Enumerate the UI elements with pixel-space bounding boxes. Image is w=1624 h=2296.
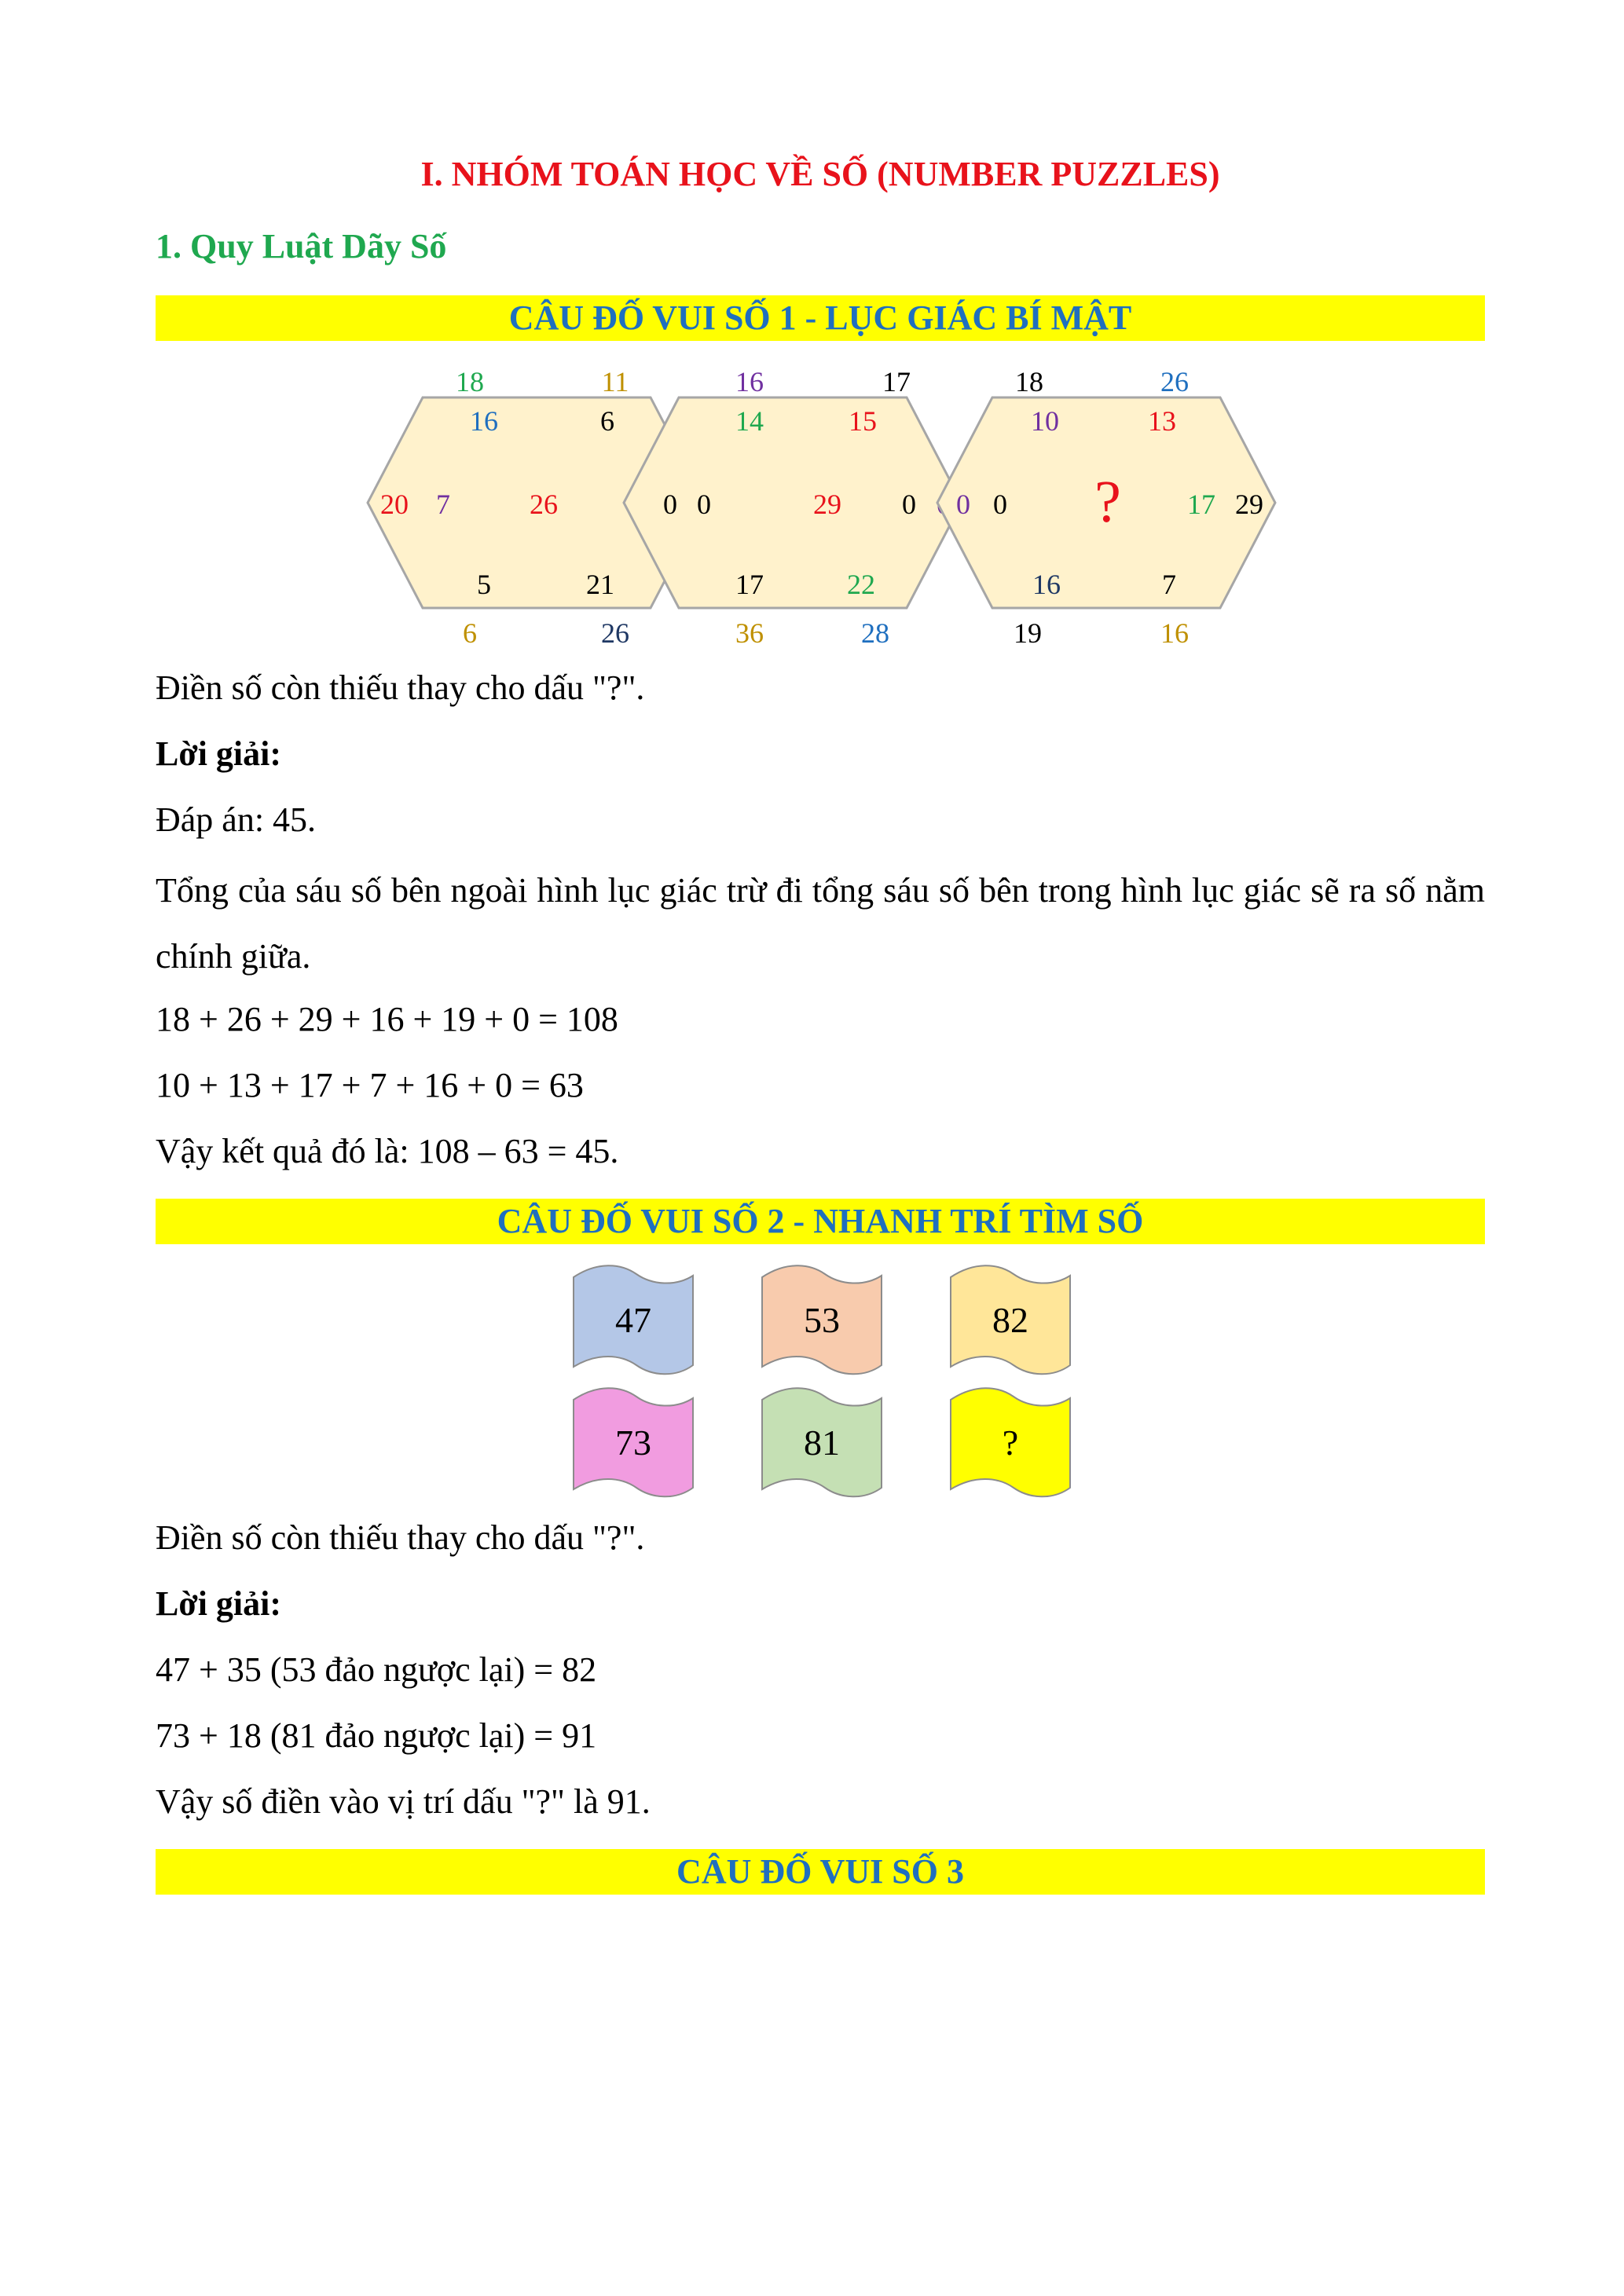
hex2-inner-bottom-left: 17: [735, 569, 764, 600]
puzzle2-solution-label: Lời giải:: [156, 1584, 282, 1623]
hex2-outer-bottom-left: 36: [735, 617, 764, 649]
hex3-outer-right: 29: [1235, 489, 1263, 520]
puzzle2-conclusion: Vậy số điền vào vị trí dấu "?" là 91.: [156, 1782, 651, 1821]
flag-3: [951, 1265, 1070, 1374]
hex1-outer-left: 20: [380, 489, 409, 520]
hex1-center: 26: [530, 489, 558, 520]
puzzle2-line1: 47 + 35 (53 đảo ngược lại) = 82: [156, 1650, 597, 1689]
hex2-inner-bottom-right: 22: [847, 569, 875, 600]
puzzle1-solution-label: Lời giải:: [156, 734, 282, 773]
hex2-outer-top-left: 16: [735, 366, 764, 397]
flag-1: [574, 1265, 693, 1374]
hex1-outer-top-right: 11: [601, 366, 629, 397]
puzzle1-conclusion: Vậy kết quả đó là: 108 – 63 = 45.: [156, 1132, 619, 1170]
puzzle2-banner: CÂU ĐỐ VUI SỐ 2 - NHANH TRÍ TÌM SỐ: [156, 1199, 1485, 1244]
hex3-inner-top-left: 10: [1031, 405, 1059, 437]
flag-1-value: 47: [615, 1300, 651, 1340]
hex2-outer-bottom-right: 28: [861, 617, 889, 649]
hex3-inner-bottom-left: 16: [1032, 569, 1061, 600]
flag-6: [951, 1388, 1070, 1496]
hex2-inner-top-left: 14: [735, 405, 764, 437]
flag-6-value: ?: [1002, 1423, 1019, 1463]
hex1-outer-bottom-right: 26: [601, 617, 629, 649]
hex1-outer-bottom-left: 6: [463, 617, 477, 649]
hex2-inner-top-right: 15: [849, 405, 877, 437]
hex1-inner-bottom-right: 21: [586, 569, 614, 600]
hex3-outer-top-right: 26: [1160, 366, 1189, 397]
hex3-outer-bottom-left: 19: [1014, 617, 1042, 649]
puzzle1-question: Điền số còn thiếu thay cho dấu "?".: [156, 668, 645, 707]
hexagon-3: [937, 366, 1275, 649]
hex1-inner-bottom-left: 5: [477, 569, 491, 600]
flag-5: [762, 1388, 882, 1496]
hex1-inner-top-right: 6: [600, 405, 614, 437]
sub-title: 1. Quy Luật Dãy Số: [156, 227, 447, 265]
puzzle1-explanation: Tổng của sáu số bên ngoài hình lục giác trừ đi tổng sáu số bên trong hình lục giác sẽ ra số nằm chính giữa.: [156, 871, 1485, 976]
hex3-outer-left: 0: [956, 489, 970, 520]
hex3-inner-left: 0: [993, 489, 1007, 520]
section-title: I. NHÓM TOÁN HỌC VỀ SỐ (NUMBER PUZZLES): [420, 155, 1220, 193]
flag-3-value: 82: [992, 1300, 1028, 1340]
puzzle2-question: Điền số còn thiếu thay cho dấu "?".: [156, 1518, 645, 1557]
hex3-outer-bottom-right: 16: [1160, 617, 1189, 649]
hex1-inner-left: 7: [436, 489, 450, 520]
hex2-outer-top-right: 17: [882, 366, 911, 397]
puzzle1-answer: Đáp án: 45.: [156, 800, 317, 839]
puzzle1-eq1: 18 + 26 + 29 + 16 + 19 + 0 = 108: [156, 1000, 618, 1038]
puzzle1-eq2: 10 + 13 + 17 + 7 + 16 + 0 = 63: [156, 1066, 584, 1104]
hex2-inner-left: 0: [697, 489, 711, 520]
flag-2: [762, 1265, 882, 1374]
hex2-outer-left: 0: [663, 489, 677, 520]
hex3-center: ?: [1094, 469, 1121, 535]
flag-5-value: 81: [804, 1423, 840, 1463]
hex3-outer-top-left: 18: [1015, 366, 1043, 397]
hex3-inner-right: 17: [1187, 489, 1215, 520]
hex2-inner-right: 0: [902, 489, 916, 520]
flag-4-value: 73: [615, 1423, 651, 1463]
hex1-outer-top-left: 18: [456, 366, 484, 397]
puzzle3-banner: CÂU ĐỐ VUI SỐ 3: [156, 1849, 1485, 1895]
hex1-inner-top-left: 16: [470, 405, 498, 437]
hexagon-2: [624, 366, 962, 649]
hexagon-puzzle-figure: [156, 353, 1485, 660]
flags-puzzle-figure: [156, 1257, 1485, 1508]
hex3-inner-top-right: 13: [1148, 405, 1176, 437]
hex2-center: 29: [813, 489, 841, 520]
hex3-inner-bottom-right: 7: [1162, 569, 1176, 600]
puzzle1-banner: CÂU ĐỐ VUI SỐ 1 - LỤC GIÁC BÍ MẬT: [156, 295, 1485, 341]
flag-4: [574, 1388, 693, 1496]
puzzle2-line2: 73 + 18 (81 đảo ngược lại) = 91: [156, 1716, 597, 1755]
flag-2-value: 53: [804, 1300, 840, 1340]
